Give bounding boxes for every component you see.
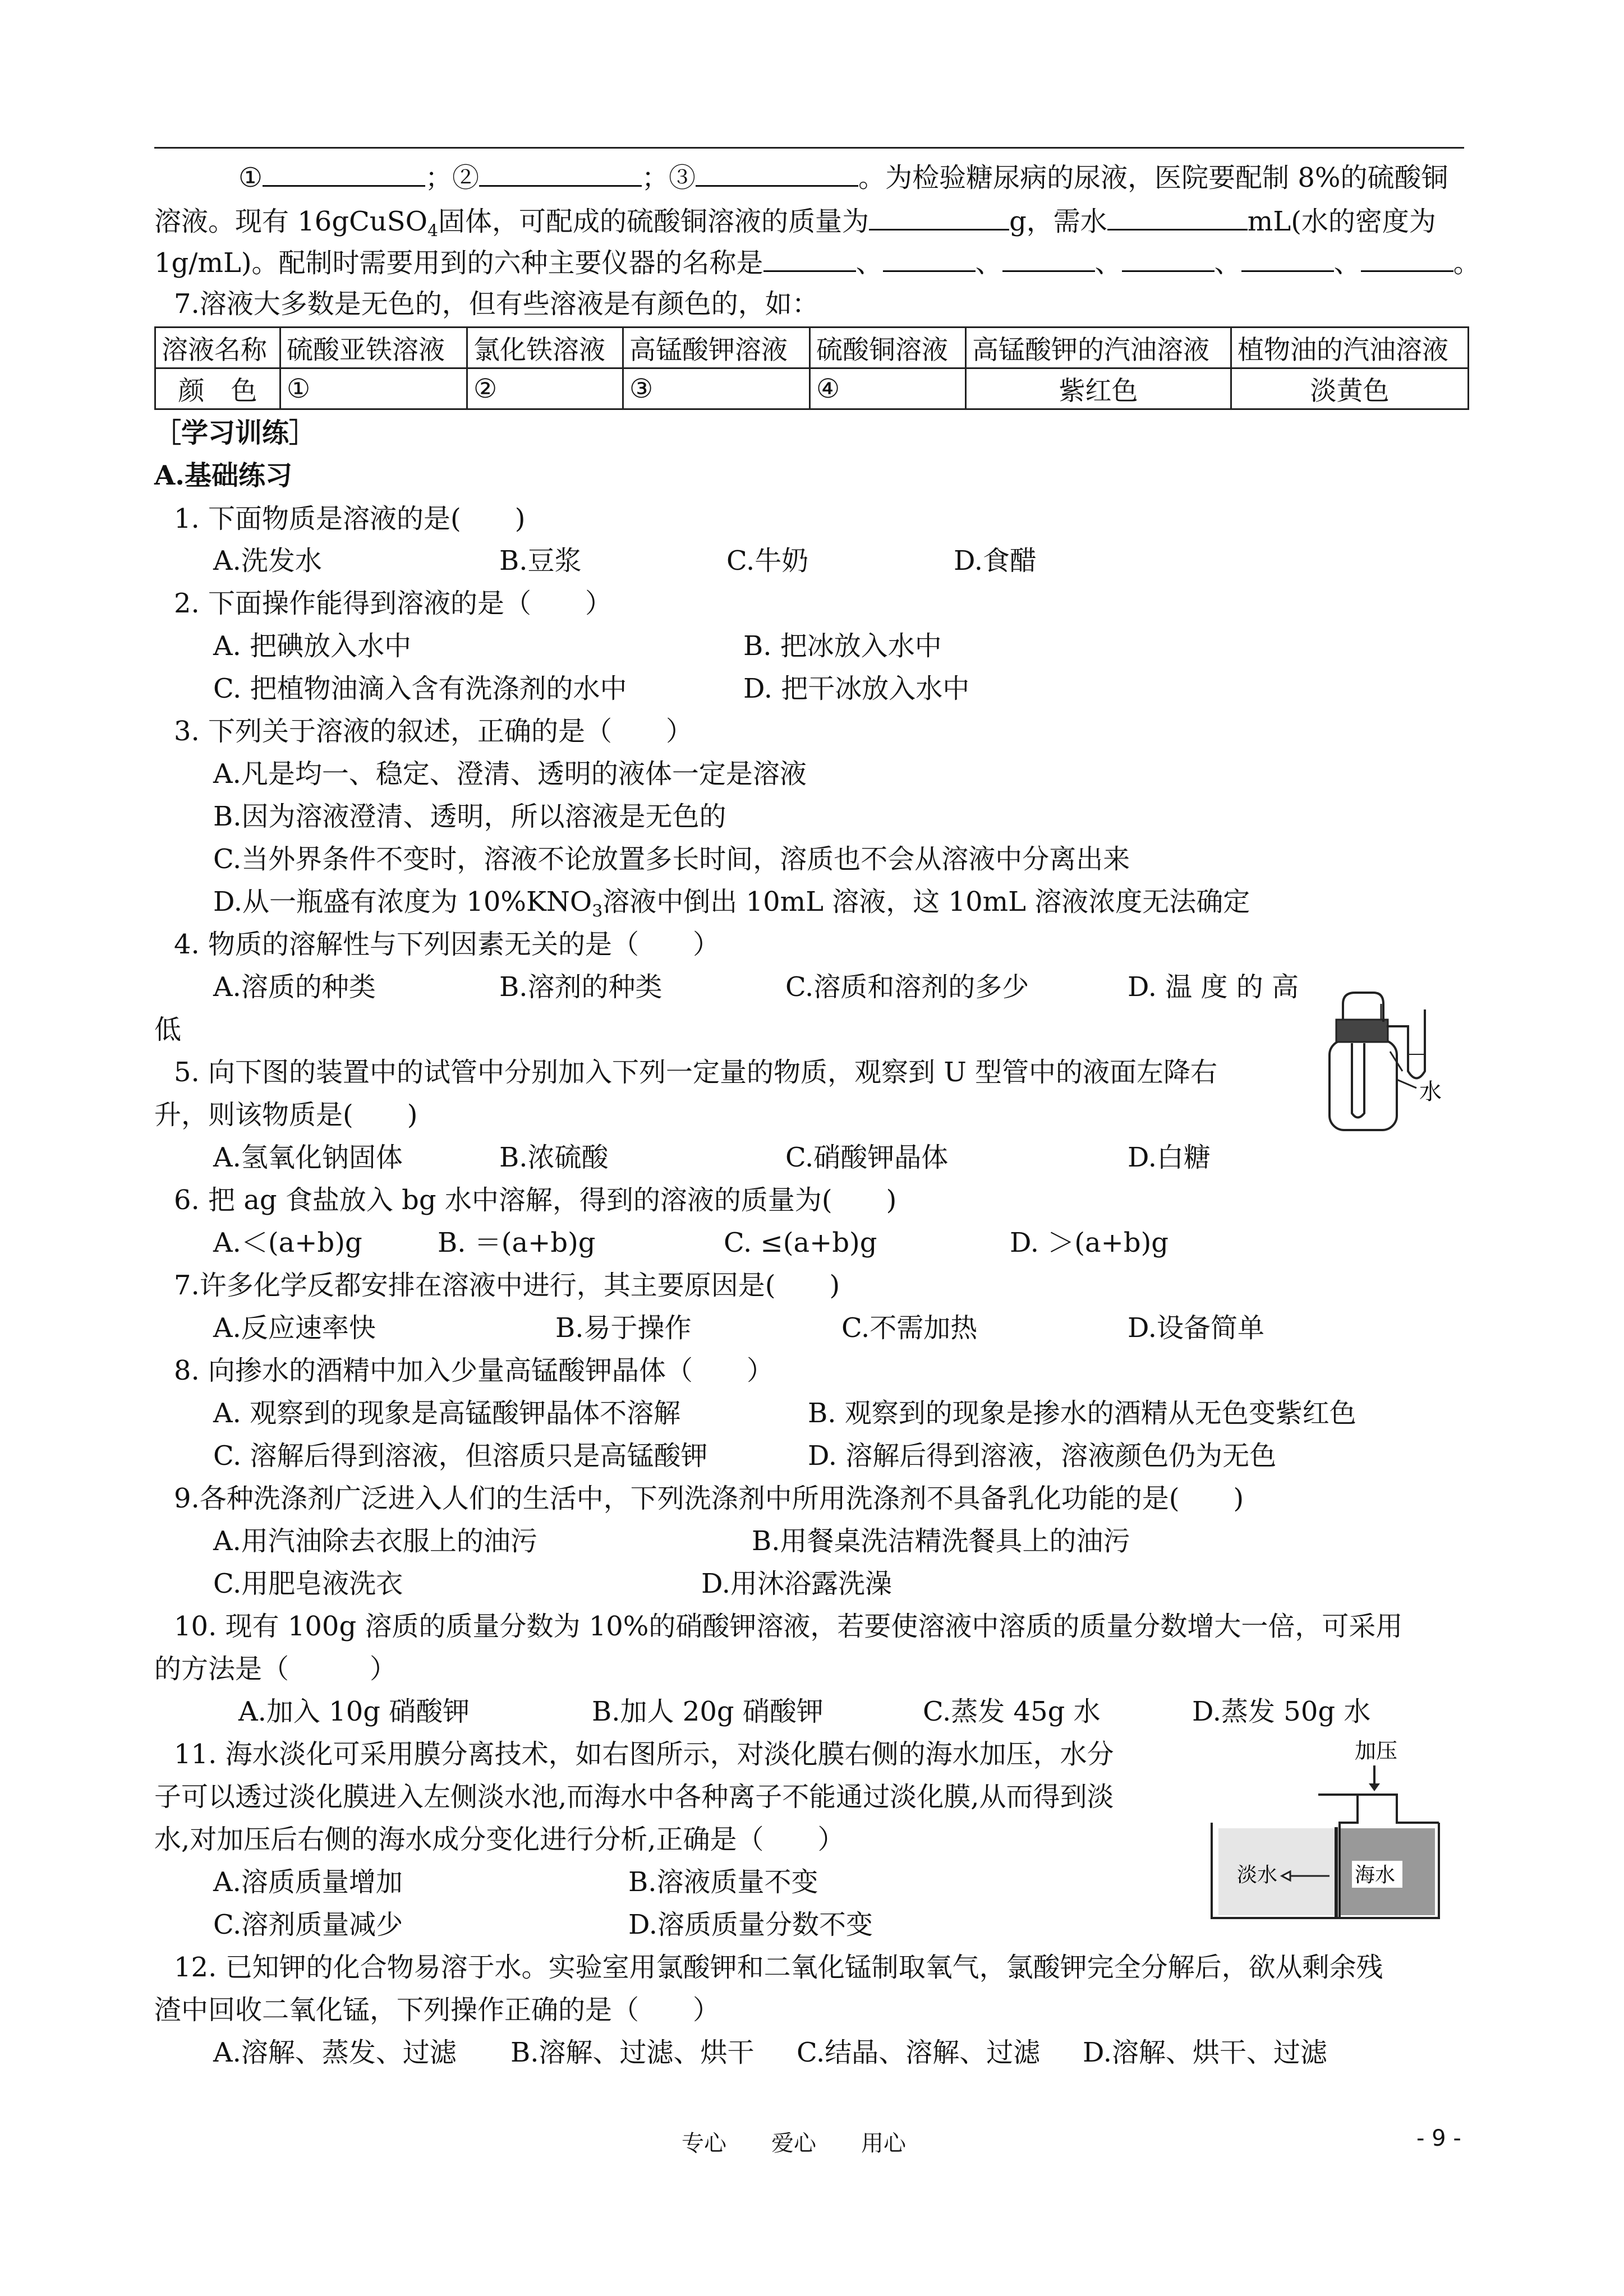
option-c[interactable]: C.结晶、溶解、过滤: [797, 2037, 1041, 2068]
question-2-options-row2: [213, 672, 969, 706]
question-5-options: [213, 1141, 1211, 1174]
question-9-options-row2: [213, 1567, 892, 1601]
answer-blank[interactable]: [1107, 204, 1248, 230]
text: mL(水的密度为: [1247, 206, 1436, 237]
question-11-options-row2: [213, 1908, 873, 1942]
option-a[interactable]: A.用汽油除去衣服上的油污: [213, 1525, 537, 1557]
question-8-options-row2: [213, 1439, 1276, 1473]
question-11-options: [213, 1865, 818, 1899]
question-10-options: [238, 1695, 1370, 1728]
table-header-row: [155, 328, 1469, 368]
figure-label-fresh-water: 淡水: [1237, 1864, 1278, 1887]
option-d[interactable]: D.食醋: [954, 545, 1037, 577]
option-d[interactable]: [213, 885, 1250, 929]
question-11-stem: 11. 海水淡化可采用膜分离技术，如右图所示，对淡化膜右侧的海水加压，水分: [174, 1739, 1114, 1770]
option-b[interactable]: B.豆浆: [499, 545, 582, 577]
option-d[interactable]: D.溶质质量分数不变: [628, 1909, 873, 1940]
option-a[interactable]: A.反应速率快: [213, 1312, 376, 1344]
option-d[interactable]: D. 温 度 的 高: [1128, 971, 1299, 1003]
question-5-stem: 5. 向下图的装置中的试管中分别加入下列一定量的物质，观察到 U 型管中的液面左降右: [174, 1057, 1218, 1088]
top-line-3: [154, 246, 1480, 280]
option-a[interactable]: A.加入 10g 硝酸钾: [238, 1696, 470, 1727]
question-1-options: [213, 544, 1037, 578]
text: 、: [855, 247, 883, 279]
text: ；②: [425, 162, 480, 193]
option-d[interactable]: D. 溶解后得到溶液，溶液颜色仍为无色: [808, 1440, 1277, 1472]
question-8-options: [213, 1396, 1356, 1430]
question-12-stem: 12. 已知钾的化合物易溶于水。实验室用氯酸钾和二氧化锰制取氧气，氯酸钾完全分解后，欲从剩余残: [174, 1952, 1383, 1983]
table-cell: 植物油的汽油溶液: [1231, 328, 1469, 368]
question-11-cont2: 水,对加压后右侧的海水成分变化进行分析,正确是（ ）: [154, 1824, 845, 1855]
option-b[interactable]: B.溶解、过滤、烘干: [510, 2037, 755, 2068]
text: 溶液中倒出 10mL 溶液，这 10mL 溶液浓度无法确定: [602, 886, 1250, 918]
question-4-cont: 低: [154, 1014, 182, 1045]
option-b[interactable]: B.用餐桌洗洁精洗餐具上的油污: [752, 1525, 1130, 1557]
question-2-options: [213, 629, 942, 663]
answer-blank[interactable]: [696, 160, 858, 187]
table-cell: 氯化铁溶液: [467, 328, 623, 368]
option-c[interactable]: C. ≤(a+b)g: [724, 1227, 877, 1258]
top-line-1: [238, 160, 1448, 195]
option-d[interactable]: D. 把干冰放入水中: [743, 673, 970, 704]
subscript: 3: [592, 901, 603, 921]
text: 1g/mL)。配制时需要用到的六种主要仪器的名称是: [154, 247, 763, 279]
option-d[interactable]: D. ＞(a+b)g: [1010, 1227, 1169, 1258]
question-2-stem: 2. 下面操作能得到溶液的是（ ）: [174, 588, 613, 619]
option-d[interactable]: D.白糖: [1128, 1142, 1211, 1173]
question-12-options: [213, 2036, 1327, 2069]
option-b[interactable]: B.加人 20g 硝酸钾: [592, 1696, 823, 1727]
figure-label-pressure: 加压: [1355, 1739, 1398, 1763]
text: ①: [238, 162, 263, 193]
question-5-cont: 升，则该物质是( ): [154, 1099, 418, 1131]
text: 。: [1453, 247, 1480, 279]
question-9-options: [213, 1524, 1130, 1558]
option-b[interactable]: B.溶液质量不变: [628, 1866, 818, 1898]
option-a[interactable]: A.＜(a+b)g: [213, 1227, 362, 1258]
text: 、: [1333, 247, 1361, 279]
text: D.从一瓶盛有浓度为 10%KNO: [213, 886, 592, 918]
answer-blank[interactable]: [1122, 246, 1214, 272]
option-c[interactable]: C.溶剂质量减少: [213, 1909, 403, 1940]
table-cell[interactable]: ③: [623, 368, 810, 409]
question-3-stem: 3. 下列关于溶液的叙述，正确的是（ ）: [174, 716, 693, 747]
answer-blank[interactable]: [883, 246, 976, 272]
answer-blank[interactable]: [1361, 246, 1453, 272]
question-6-options: [213, 1226, 1168, 1260]
option-c[interactable]: C.不需加热: [841, 1312, 978, 1344]
option-a[interactable]: A.氢氧化钠固体: [213, 1142, 403, 1173]
option-c[interactable]: C. 把植物油滴入含有洗涤剂的水中: [213, 673, 627, 704]
answer-blank[interactable]: [479, 160, 642, 187]
option-c[interactable]: C.当外界条件不变时，溶液不论放置多长时间，溶质也不会从溶液中分离出来: [213, 843, 1130, 875]
question-10-cont: 的方法是（ ）: [154, 1653, 397, 1685]
option-b[interactable]: B. 把冰放入水中: [743, 630, 942, 662]
text: 固体，可配成的硫酸铜溶液的质量为: [438, 206, 869, 237]
text: g，需水: [1009, 206, 1107, 237]
section-title: ［学习训练］: [154, 417, 316, 449]
option-c[interactable]: C.用肥皂液洗衣: [213, 1568, 403, 1599]
text: ；③: [642, 162, 696, 193]
option-a[interactable]: A.洗发水: [213, 545, 322, 577]
option-b[interactable]: B.易于操作: [555, 1312, 692, 1344]
table-cell: 紫红色: [966, 368, 1231, 409]
table-cell[interactable]: ②: [467, 368, 623, 409]
answer-blank[interactable]: [869, 204, 1009, 230]
table-cell[interactable]: ④: [810, 368, 966, 409]
option-b[interactable]: B. ＝(a+b)g: [438, 1227, 596, 1258]
table-cell: 颜 色: [155, 368, 280, 409]
option-c[interactable]: C.蒸发 45g 水: [923, 1696, 1101, 1727]
option-b[interactable]: B.溶剂的种类: [499, 971, 663, 1003]
question-11-cont1: 子可以透过淡化膜进入左侧淡水池,而海水中各种离子不能通过淡化膜,从而得到淡: [154, 1781, 1114, 1813]
subsection-title: A.基础练习: [154, 460, 292, 491]
question-4-stem: 4. 物质的溶解性与下列因素无关的是（ ）: [174, 929, 720, 960]
text: 、: [1214, 247, 1241, 279]
top-line-2: [154, 204, 1436, 248]
option-c[interactable]: C.硝酸钾晶体: [785, 1142, 949, 1173]
option-a[interactable]: A.溶质的种类: [213, 971, 376, 1003]
option-d[interactable]: D.设备简单: [1128, 1312, 1265, 1344]
figure-label-water: 水: [1419, 1079, 1442, 1105]
page-number: - 9 -: [1416, 2126, 1461, 2151]
subscript: 4: [427, 221, 439, 241]
option-c[interactable]: C.溶质和溶剂的多少: [785, 971, 1029, 1003]
footer-motto: 专心 爱心 用心: [682, 2131, 906, 2156]
table-cell: 溶液名称: [155, 328, 280, 368]
option-a[interactable]: A. 把碘放入水中: [213, 630, 412, 662]
option-a[interactable]: A.凡是均一、稳定、澄清、透明的液体一定是溶液: [213, 758, 807, 790]
text: 溶液。现有 16gCuSO: [154, 206, 427, 237]
option-c[interactable]: C. 溶解后得到溶液，但溶质只是高锰酸钾: [213, 1440, 708, 1472]
text: 、: [1094, 247, 1122, 279]
answer-blank[interactable]: [1241, 246, 1334, 272]
question-7-stem: 7.许多化学反都安排在溶液中进行，其主要原因是( ): [174, 1270, 840, 1301]
question-8-stem: 8. 向掺水的酒精中加入少量高锰酸钾晶体（ ）: [174, 1355, 774, 1386]
question-12-cont: 渣中回收二氧化锰，下列操作正确的是（ ）: [154, 1994, 720, 2026]
test-tube-u-tube-figure: [1324, 987, 1459, 1138]
table-cell: 硫酸亚铁溶液: [280, 328, 467, 368]
option-d[interactable]: D.用沐浴露洗澡: [701, 1568, 892, 1599]
option-b[interactable]: B. 观察到的现象是掺水的酒精从无色变紫红色: [808, 1398, 1356, 1429]
option-d[interactable]: D.蒸发 50g 水: [1192, 1696, 1371, 1727]
answer-blank[interactable]: [263, 160, 425, 187]
option-d[interactable]: D.溶解、烘干、过滤: [1083, 2037, 1328, 2068]
option-a[interactable]: A. 观察到的现象是高锰酸钾晶体不溶解: [213, 1398, 681, 1429]
solution-color-table: [154, 326, 1469, 410]
text: 。为检验糖尿病的尿液，医院要配制 8%的硫酸铜: [858, 162, 1448, 193]
option-b[interactable]: B.因为溶液澄清、透明，所以溶液是无色的: [213, 801, 726, 832]
question-6-stem: 6. 把 ag 食盐放入 bg 水中溶解，得到的溶液的质量为( ): [174, 1184, 897, 1216]
q7-intro: 7.溶液大多数是无色的，但有些溶液是有颜色的，如：: [174, 288, 819, 320]
table-cell: 高锰酸钾的汽油溶液: [966, 328, 1231, 368]
table-row: [155, 368, 1469, 409]
question-7-options: [213, 1311, 1264, 1345]
question-9-stem: 9.各种洗涤剂广泛进入人们的生活中，下列洗涤剂中所用洗涤剂不具备乳化功能的是( ): [174, 1483, 1244, 1514]
option-a[interactable]: A.溶解、蒸发、过滤: [213, 2037, 457, 2068]
option-c[interactable]: C.牛奶: [726, 545, 809, 577]
table-cell: 硫酸铜溶液: [810, 328, 966, 368]
text: 、: [975, 247, 1002, 279]
desalination-figure: [1206, 1733, 1459, 1924]
answer-blank[interactable]: [763, 246, 856, 272]
question-1-stem: 1. 下面物质是溶液的是( ): [174, 503, 526, 534]
question-4-options: [213, 970, 1299, 1004]
figure-label-sea-water: 海水: [1355, 1864, 1396, 1887]
table-cell: 淡黄色: [1231, 368, 1469, 409]
answer-blank[interactable]: [1002, 246, 1095, 272]
table-cell: 高锰酸钾溶液: [623, 328, 810, 368]
option-b[interactable]: B.浓硫酸: [499, 1142, 609, 1173]
option-a[interactable]: A.溶质质量增加: [213, 1866, 403, 1898]
header-rule: [154, 147, 1464, 149]
question-10-stem: 10. 现有 100g 溶质的质量分数为 10%的硝酸钾溶液，若要使溶液中溶质的质量分数增大一倍，可采用: [174, 1611, 1403, 1642]
table-cell[interactable]: ①: [280, 368, 467, 409]
